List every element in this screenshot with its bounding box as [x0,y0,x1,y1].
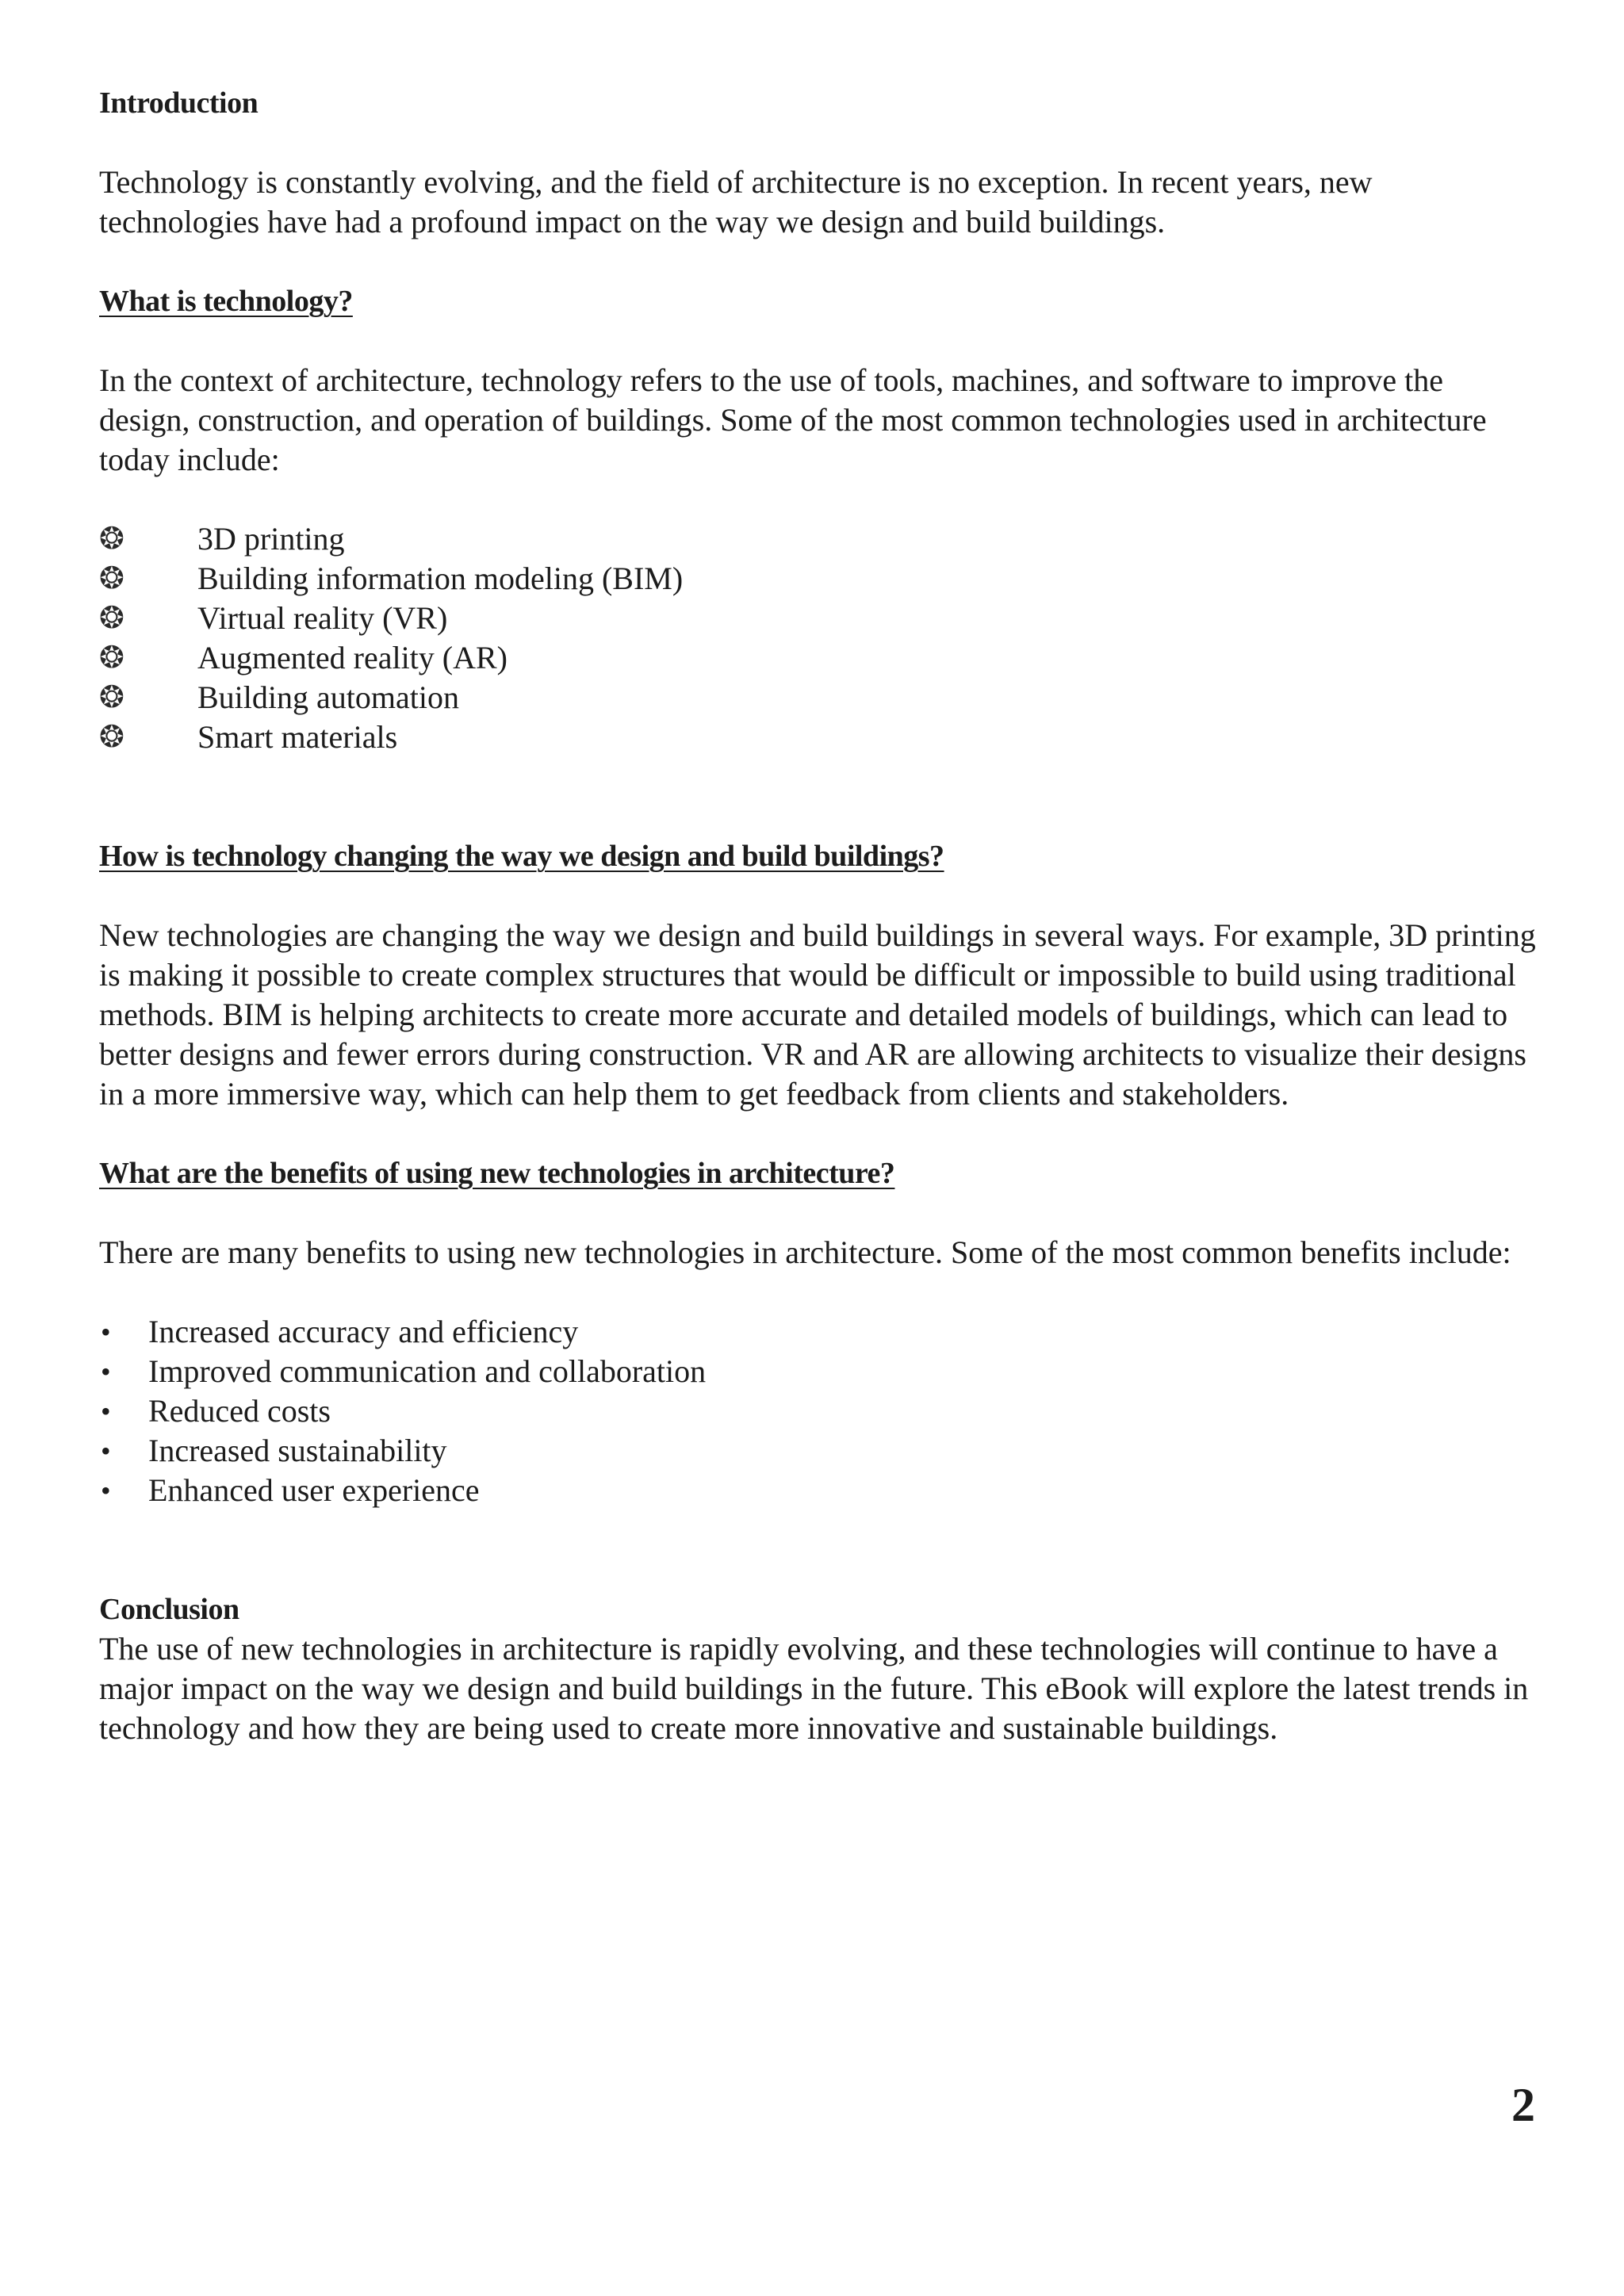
conclusion-heading: Conclusion [99,1593,239,1626]
benefits-paragraph: There are many benefits to using new technologies in architecture. Some of the most common benefits include: [99,1234,1511,1270]
gear-bullet-icon: ❂ [99,721,124,754]
bullet-dot-icon: • [101,1475,111,1506]
what-is-technology-heading: What is technology? [99,285,353,318]
benefits-list [99,1312,1538,1510]
list-item [99,678,1538,718]
list-item-label: Reduced costs [148,1393,331,1429]
list-item [99,519,1538,559]
list-item-label: Building information modeling (BIM) [197,561,684,596]
list-item [99,638,1538,678]
introduction-paragraph: Technology is constantly evolving, and the field of architecture is no exception. In recent years, new technologies have had a profound impact on the way we design and build buildings. [99,164,1373,239]
gear-bullet-icon: ❂ [99,681,124,714]
benefits-heading: What are the benefits of using new technologies in architecture? [99,1157,895,1190]
what-is-technology-paragraph: In the context of architecture, technology refers to the use of tools, machines, and software to improve the design, construction, and operation of buildings. Some of the most common technologies used in architecture today include: [99,362,1487,477]
introduction-heading: Introduction [99,86,259,120]
gear-bullet-icon: ❂ [99,602,124,635]
gear-bullet-icon: ❂ [99,641,124,675]
list-item-label: Building automation [197,679,459,715]
list-item [99,1471,1538,1510]
list-item-label: Virtual reality (VR) [197,600,448,636]
conclusion-paragraph: The use of new technologies in architecture is rapidly evolving, and these technologies will continue to have a major impact on the way we design and build buildings in the future. This eBook will explore the latest trends in technology and how they are being used to create more innovative and sustainable buildings. [99,1631,1529,1746]
list-item-label: Increased accuracy and efficiency [148,1314,579,1349]
how-technology-changing-paragraph: New technologies are changing the way we design and build buildings in several ways. For example, 3D printing is making it possible to create complex structures that would be difficult or impossible to build using traditional methods. BIM is helping architects to create more accurate and detailed models of buildings, which can lead to better designs and fewer errors during construction. VR and AR are allowing architects to visualize their designs in a more immersive way, which can help them to get feedback from clients and stakeholders. [99,917,1536,1112]
list-item-label: 3D printing [197,521,345,557]
gear-bullet-icon: ❂ [99,562,124,595]
list-item-label: Augmented reality (AR) [197,640,508,675]
bullet-dot-icon: • [101,1316,111,1348]
list-item-label: Enhanced user experience [148,1472,480,1508]
technologies-list [99,519,1538,757]
gear-bullet-icon: ❂ [99,522,124,556]
list-item [99,1391,1538,1431]
list-item [99,559,1538,599]
how-technology-changing-heading: How is technology changing the way we design and build buildings? [99,840,944,873]
list-item [99,1312,1538,1352]
bullet-dot-icon: • [101,1395,111,1427]
list-item-label: Smart materials [197,719,398,755]
page-number: 2 [1511,2079,1535,2131]
list-item-label: Improved communication and collaboration [148,1353,707,1389]
list-item [99,718,1538,757]
list-item [99,1431,1538,1471]
list-item-label: Increased sustainability [148,1433,447,1468]
list-item [99,1352,1538,1391]
list-item [99,599,1538,638]
bullet-dot-icon: • [101,1356,111,1387]
document-page [99,83,1538,1748]
bullet-dot-icon: • [101,1435,111,1467]
